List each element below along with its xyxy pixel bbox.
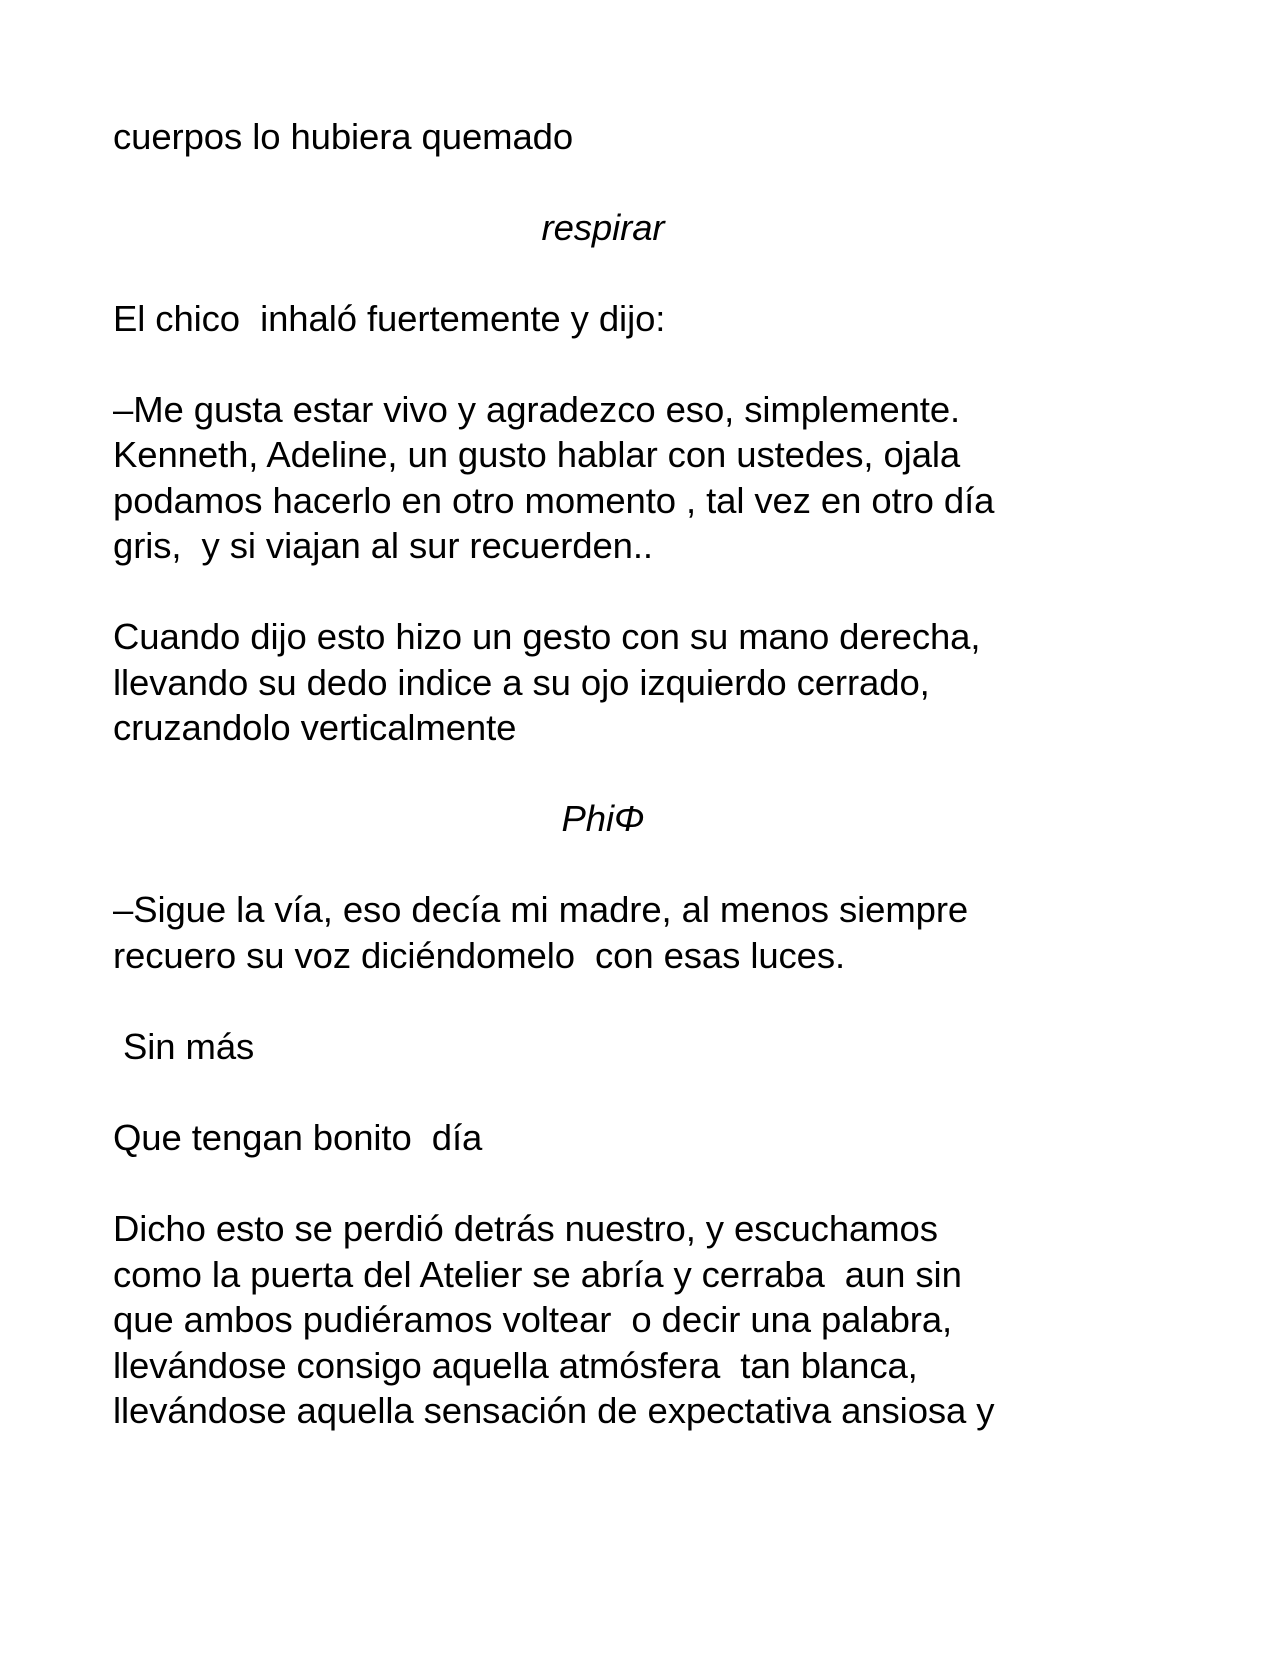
section-break-phi: PhiΦ	[561, 798, 645, 839]
text-line: que ambos pudiéramos voltear o decir una palabra,	[113, 1299, 953, 1340]
text-line: como la puerta del Atelier se abría y cerraba aun sin	[113, 1254, 962, 1295]
dialogue-line: gris, y si viajan al sur recuerden..	[113, 525, 653, 566]
dialogue-line: podamos hacerlo en otro momento , tal vez en otro día	[113, 480, 995, 521]
section-break-respirar: respirar	[541, 207, 665, 248]
text-line: cruzandolo verticalmente	[113, 707, 517, 748]
text-line: llevándose consigo aquella atmósfera tan blanca,	[113, 1345, 918, 1386]
text-line: Sin más	[113, 1026, 255, 1067]
text-line: Dicho esto se perdió detrás nuestro, y escuchamos	[113, 1208, 938, 1249]
dialogue-line: recuero su voz diciéndomelo con esas luces.	[113, 935, 846, 976]
dialogue-line: –Me gusta estar vivo y agradezco eso, simplemente.	[113, 389, 961, 430]
text-line: llevando su dedo indice a su ojo izquierdo cerrado,	[113, 662, 930, 703]
text-line: Cuando dijo esto hizo un gesto con su mano derecha,	[113, 616, 981, 657]
text-line: El chico inhaló fuertemente y dijo:	[113, 298, 666, 339]
text-line: cuerpos lo hubiera quemado	[113, 116, 574, 157]
text-line: Que tengan bonito día	[113, 1117, 483, 1158]
dialogue-line: –Sigue la vía, eso decía mi madre, al menos siempre	[113, 889, 969, 930]
text-line: llevándose aquella sensación de expectativa ansiosa y	[113, 1390, 995, 1431]
dialogue-line: Kenneth, Adeline, un gusto hablar con ustedes, ojala	[113, 434, 961, 475]
